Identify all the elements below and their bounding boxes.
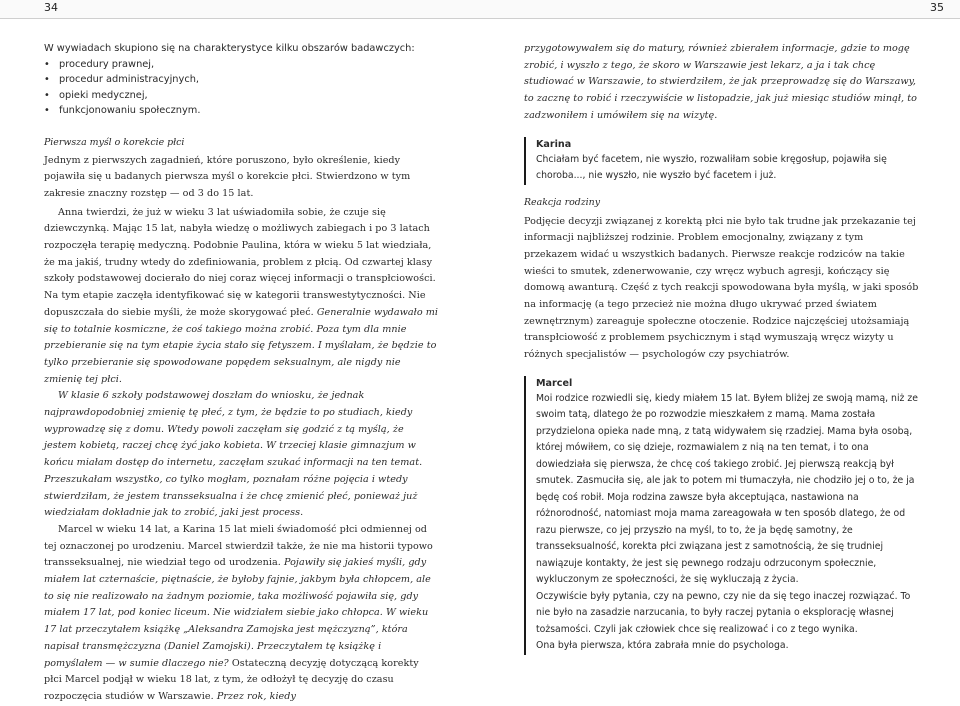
- quote-italic: Przez rok, kiedy: [216, 691, 296, 702]
- quote-text: Moi rodzice rozwiedli się, kiedy miałem 15 lat. Byłem bliżej ze swoją mamą, niż ze swoim tatą, dlatego że po rozwodzie mieszkałem z mamą. Mama została przydzielona opieka nade mną, z tatą widywałem się rzadziej. Mama była osobą, której mówiłem, co się dzieje, rozmawialem z nią na ten temat, i to ona dowiedziała się pierwsza, że chcę coś takiego zrobić. Jej pierwszą reakcją był smutek. Zasmuciła się, ale jak to potem mi tłumaczyła, nie chodziło jej o to, że ja będę coś robił. Moja rodzina zawsze była akceptująca, nastawiona na różnorodność, natomiast moja mama zareagowała w ten sposób dlatego, że od razu pierwsze, co jej przyszło na myśl, to to, że ja będę samotny, że transseksualność, korekta płci związana jest z samotnością, że się trudniej nawiązuje kontakty, że jest się pewnego rodzaju odrzuconym społecznie, wykluczonym ze społeczności, że się wykluczają z życia.: [536, 392, 918, 586]
- left-page-number: 34: [44, 1, 58, 14]
- section-heading-family-reaction: Reakcja rodziny: [524, 196, 601, 208]
- list-item: • procedury prawnej,: [44, 57, 439, 73]
- paragraph: Jednym z pierwszych zagadnień, które poruszono, było określenie, kiedy pojawiła się u badanych pierwsza myśl o korekcie płci. Stwierdzono w tym zakresie znaczny rozstęp — od 3 do 15 lat.: [44, 154, 411, 199]
- quote-text: Ona była pierwsza, która zabrała mnie do psychologa.: [536, 640, 789, 652]
- quote-continuation: przygotowywałem się do matury, również zbierałem informacje, gdzie to mogę zrobić, i wyszło z tego, że skoro w Warszawie jest lekarz, a ja i tak chcę studiować w Warszawie, to stwierdziłem, że jak przeprowadzę się do Warszawy, to zacznę to robić i rzeczywiście w listopadzie, jak już miesiąc studiów minął, to zadzwoniłem i umówiłem się na wizytę.: [524, 43, 917, 121]
- list-item: • procedur administracyjnych,: [44, 72, 439, 88]
- paragraph-text: Ostateczną decyzję dotyczącą korekty płci Marcel podjął w wieku 18 lat, z tym, że odłożył tę decyzję do czasu rozpoczęcia studiów w Warszawie.: [44, 657, 419, 702]
- list-item: • opieki medycznej,: [44, 88, 439, 104]
- paragraph: Podjęcie decyzji związanej z korektą płci nie było tak trudne jak przekazanie tej informacji najbliższej rodzinie. Problem emocjonalny, związany z tym przekazem widać u wszystkich badanych. Pierwsze reakcje rodziców na takie wieści to smutek, zdenerwowanie, czy wręcz wybuch agresji, kończący się domową awanturą. Część z tych reakcji spowodowana była myślą, w jaki sposób na informację (a tego przecież nie można długo ukrywać przed światem zewnętrznym) zareaguje społeczne otoczenie. Rodzice najczęściej utożsamiają transpłciowość z problemem psychicznym i stąd wymuszają wręcz wizyty u różnych specjalistów — psychologów czy psychiatrów.: [524, 215, 919, 361]
- left-page: [44, 41, 439, 706]
- list-item: • funkcjonowaniu społecznym.: [44, 103, 439, 119]
- research-areas-list: [44, 57, 439, 119]
- quote-text: Chciałam być facetem, nie wyszło, rozwaliłam sobie kręgosłup, pojawiła się choroba..., nie wyszło, nie wyszło być facetem i już.: [536, 153, 887, 182]
- quote-italic: Pojawiły się jakieś myśli, gdy miałem lat czternaście, piętnaście, że byłoby fajnie, jakbym była chłopcem, ale to się nie realizowało na żadnym poziomie, taka możliwość pojawiła się, gdy miałem 17 lat, pod koniec liceum. Nie widziałem siebie jako chłopca. W wieku 17 lat przeczytałem książkę „Aleksandra Zamojska jest mężczyzną”, która napisał transmężczyzna (Daniel Zamojski). Przeczytałem tę książkę i pomyślałem — w sumie dlaczego nie?: [44, 557, 431, 669]
- paragraph: [44, 205, 439, 389]
- quote-block-marcel: [524, 376, 919, 655]
- quote-paragraph: W klasie 6 szkoły podstawowej doszłam do wniosku, że jednak najprawdopodobniej zmienię tę płeć, z tym, że będzie to po studiach, kiedy wyprowadzę się z domu. Wtedy powoli zaczęłam się godzić z tą myślą, że jestem kobietą, raczej chcę żyć jako kobieta. W trzeciej klasie gimnazjum w końcu miałam dostęp do internetu, zaczęłam szukać informacji na ten temat. Przeszukałam wszystko, co tylko mogłam, poznałam różne pojęcia i wtedy stwierdziłam, że jestem transseksualna i że chcę zmienić płeć, ponieważ już wiedziałam dokładnie jak to zrobić, jaki jest process.: [44, 390, 423, 519]
- quote-block-karina: [524, 137, 919, 185]
- section-heading-first-thought: Pierwsza myśl o korekcie płci: [44, 136, 185, 148]
- right-page: [524, 41, 919, 655]
- intro-text: W wywiadach skupiono się na charakterystyce kilku obszarów badawczych:: [44, 43, 415, 54]
- paragraph-text: Anna twierdzi, że już w wieku 3 lat uświadomiła sobie, że czuje się dziewczynką. Mając 15 lat, nabyła wiedzę o możliwych zabiegach i po 3 latach rozpoczęła terapię medyczną. Podobnie Paulina, która w wieku 5 lat wiedziała, że ma jakiś, trudny wtedy do zdefiniowania, problem z płcią. Od czwartej klasy szkoły podstawowej docierało do niej coraz więcej informacji o transpłciowości. Na tym etapie zaczęła identyfikować się w kategorii transwestytyczności. Nie dopuszczała do siebie myśli, że może skorygować płeć.: [44, 206, 436, 318]
- paragraph: [44, 522, 439, 706]
- speaker-name: Karina: [536, 138, 572, 150]
- speaker-name: Marcel: [536, 377, 573, 389]
- quote-text: Oczywiście były pytania, czy na pewno, czy nie da się tego inaczej rozwiązać. To nie było na zasadzie narzucania, to były raczej pytania o eksplorację własnej tożsamości. Czyli jak człowiek chce się realizować i co z tego wynika.: [536, 590, 911, 635]
- right-page-number: 35: [930, 1, 944, 14]
- paragraph-text: Marcel w wieku 14 lat, a Karina 15 lat mieli świadomość płci odmiennej od tej oznaczonej po urodzeniu. Marcel stwierdził także, że nie ma historii typowo transseksualnej, nie wiedział tego od urodzenia.: [44, 523, 433, 569]
- quote-italic: Generalnie wydawało mi się to totalnie kosmiczne, że coś takiego można zrobić. Poza tym dla mnie przebieranie się na tym etapie życia stało się fetyszem. I myślałam, że będzie to tylko przebieranie się spowodowane popędem seksualnym, ale nigdy nie zmienię tej płci.: [44, 306, 439, 385]
- page-header-bar: [0, 0, 960, 19]
